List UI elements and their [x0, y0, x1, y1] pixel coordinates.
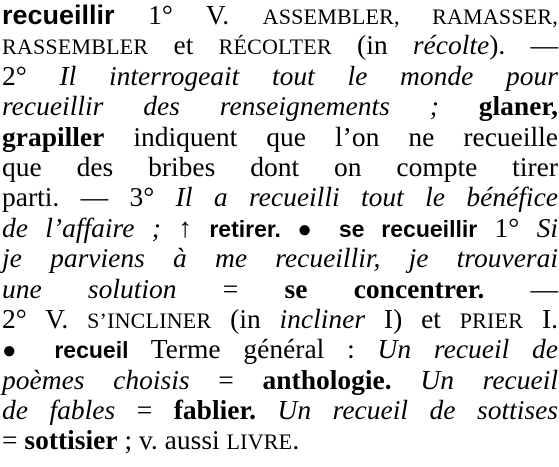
bullet-icon: ●: [2, 338, 55, 365]
example-text: Il a recueilli tout le bénéfice: [175, 181, 558, 213]
bold-term: concentrer.: [353, 272, 485, 304]
text-run: (in: [331, 29, 413, 61]
entry-line: [2, 182, 558, 212]
text-run: [256, 394, 278, 425]
headword: recueillir: [2, 0, 115, 30]
example-text: Un recueil de: [377, 333, 558, 365]
text-run: ). —: [489, 29, 558, 61]
text-run: .: [292, 424, 300, 456]
entry-line: [2, 91, 558, 121]
text-run: [307, 273, 353, 304]
example-text: poèmes choisis: [2, 363, 190, 395]
entry-line: [2, 395, 558, 425]
example-text: Un recueil de sottises: [277, 394, 558, 426]
text-run: [392, 364, 421, 395]
text-run: ↑: [160, 211, 210, 243]
entry-line: [2, 152, 558, 182]
entry-line: [2, 365, 558, 395]
example-text: de fables: [2, 394, 116, 426]
cross-reference: ASSEMBLER, RAMASSER,: [262, 4, 558, 29]
text-run: 2° V.: [2, 302, 88, 334]
bold-term: glaner,: [438, 90, 558, 122]
example-text: récolte: [412, 29, 490, 61]
example-text: incliner: [279, 302, 366, 334]
bold-term: recueil: [54, 337, 129, 364]
text-run: —: [484, 272, 559, 304]
text-run: 2°: [2, 59, 60, 91]
text-run: I) et: [365, 302, 460, 334]
text-run: =: [176, 272, 285, 304]
text-run: 1° V.: [114, 0, 263, 30]
entry-line: [2, 122, 558, 152]
text-run: 1°: [477, 211, 537, 243]
entry-line: [2, 0, 558, 30]
text-run: (in: [211, 302, 280, 334]
example-text: une solution: [2, 272, 177, 304]
bullet-icon: ●: [280, 216, 339, 243]
bold-term: anthologie.: [262, 363, 392, 395]
text-run: que des bribes dont on compte tirer: [2, 150, 558, 182]
text-run: ; v. aussi: [117, 424, 227, 456]
entry-line: [2, 213, 558, 243]
example-text: Il interrogeait tout le monde pour: [59, 59, 558, 91]
cross-reference: S’INCLINER: [87, 307, 212, 333]
bold-term: se: [284, 272, 308, 304]
dictionary-entry: [2, 0, 558, 456]
text-run: =: [189, 363, 263, 395]
example-text: je parviens à me recueillir, je trouverai: [2, 242, 558, 274]
text-run: I.: [523, 302, 558, 334]
entry-line: [2, 334, 558, 364]
entry-line: [2, 425, 558, 455]
cross-reference: RÉCOLTER: [218, 34, 332, 60]
text-run: Terme général :: [128, 333, 378, 365]
entry-line: [2, 274, 558, 304]
example-text: de l’affaire ;: [2, 211, 161, 243]
cross-reference: LIVRE: [226, 429, 293, 455]
example-text: Un recueil: [420, 363, 558, 395]
bold-term: sottisier: [24, 424, 118, 456]
bold-term: retirer.: [209, 215, 281, 242]
example-text: recueillir des renseignements ;: [2, 90, 439, 122]
text-run: indiquent que l’on ne recueille: [104, 120, 558, 152]
bold-term: grapiller: [2, 120, 105, 152]
cross-reference: PRIER: [459, 307, 524, 333]
entry-line: [2, 30, 558, 60]
example-text: Si: [536, 211, 559, 243]
entry-line: [2, 61, 558, 91]
text-run: =: [2, 424, 25, 456]
entry-line: [2, 243, 558, 273]
text-run: =: [115, 394, 174, 426]
bold-term: fablier.: [173, 394, 256, 426]
cross-reference: RASSEMBLER: [2, 34, 149, 60]
text-run: parti. — 3°: [2, 181, 176, 213]
bold-term: se recueillir: [338, 215, 478, 242]
text-run: et: [148, 29, 219, 61]
entry-line: [2, 304, 558, 334]
